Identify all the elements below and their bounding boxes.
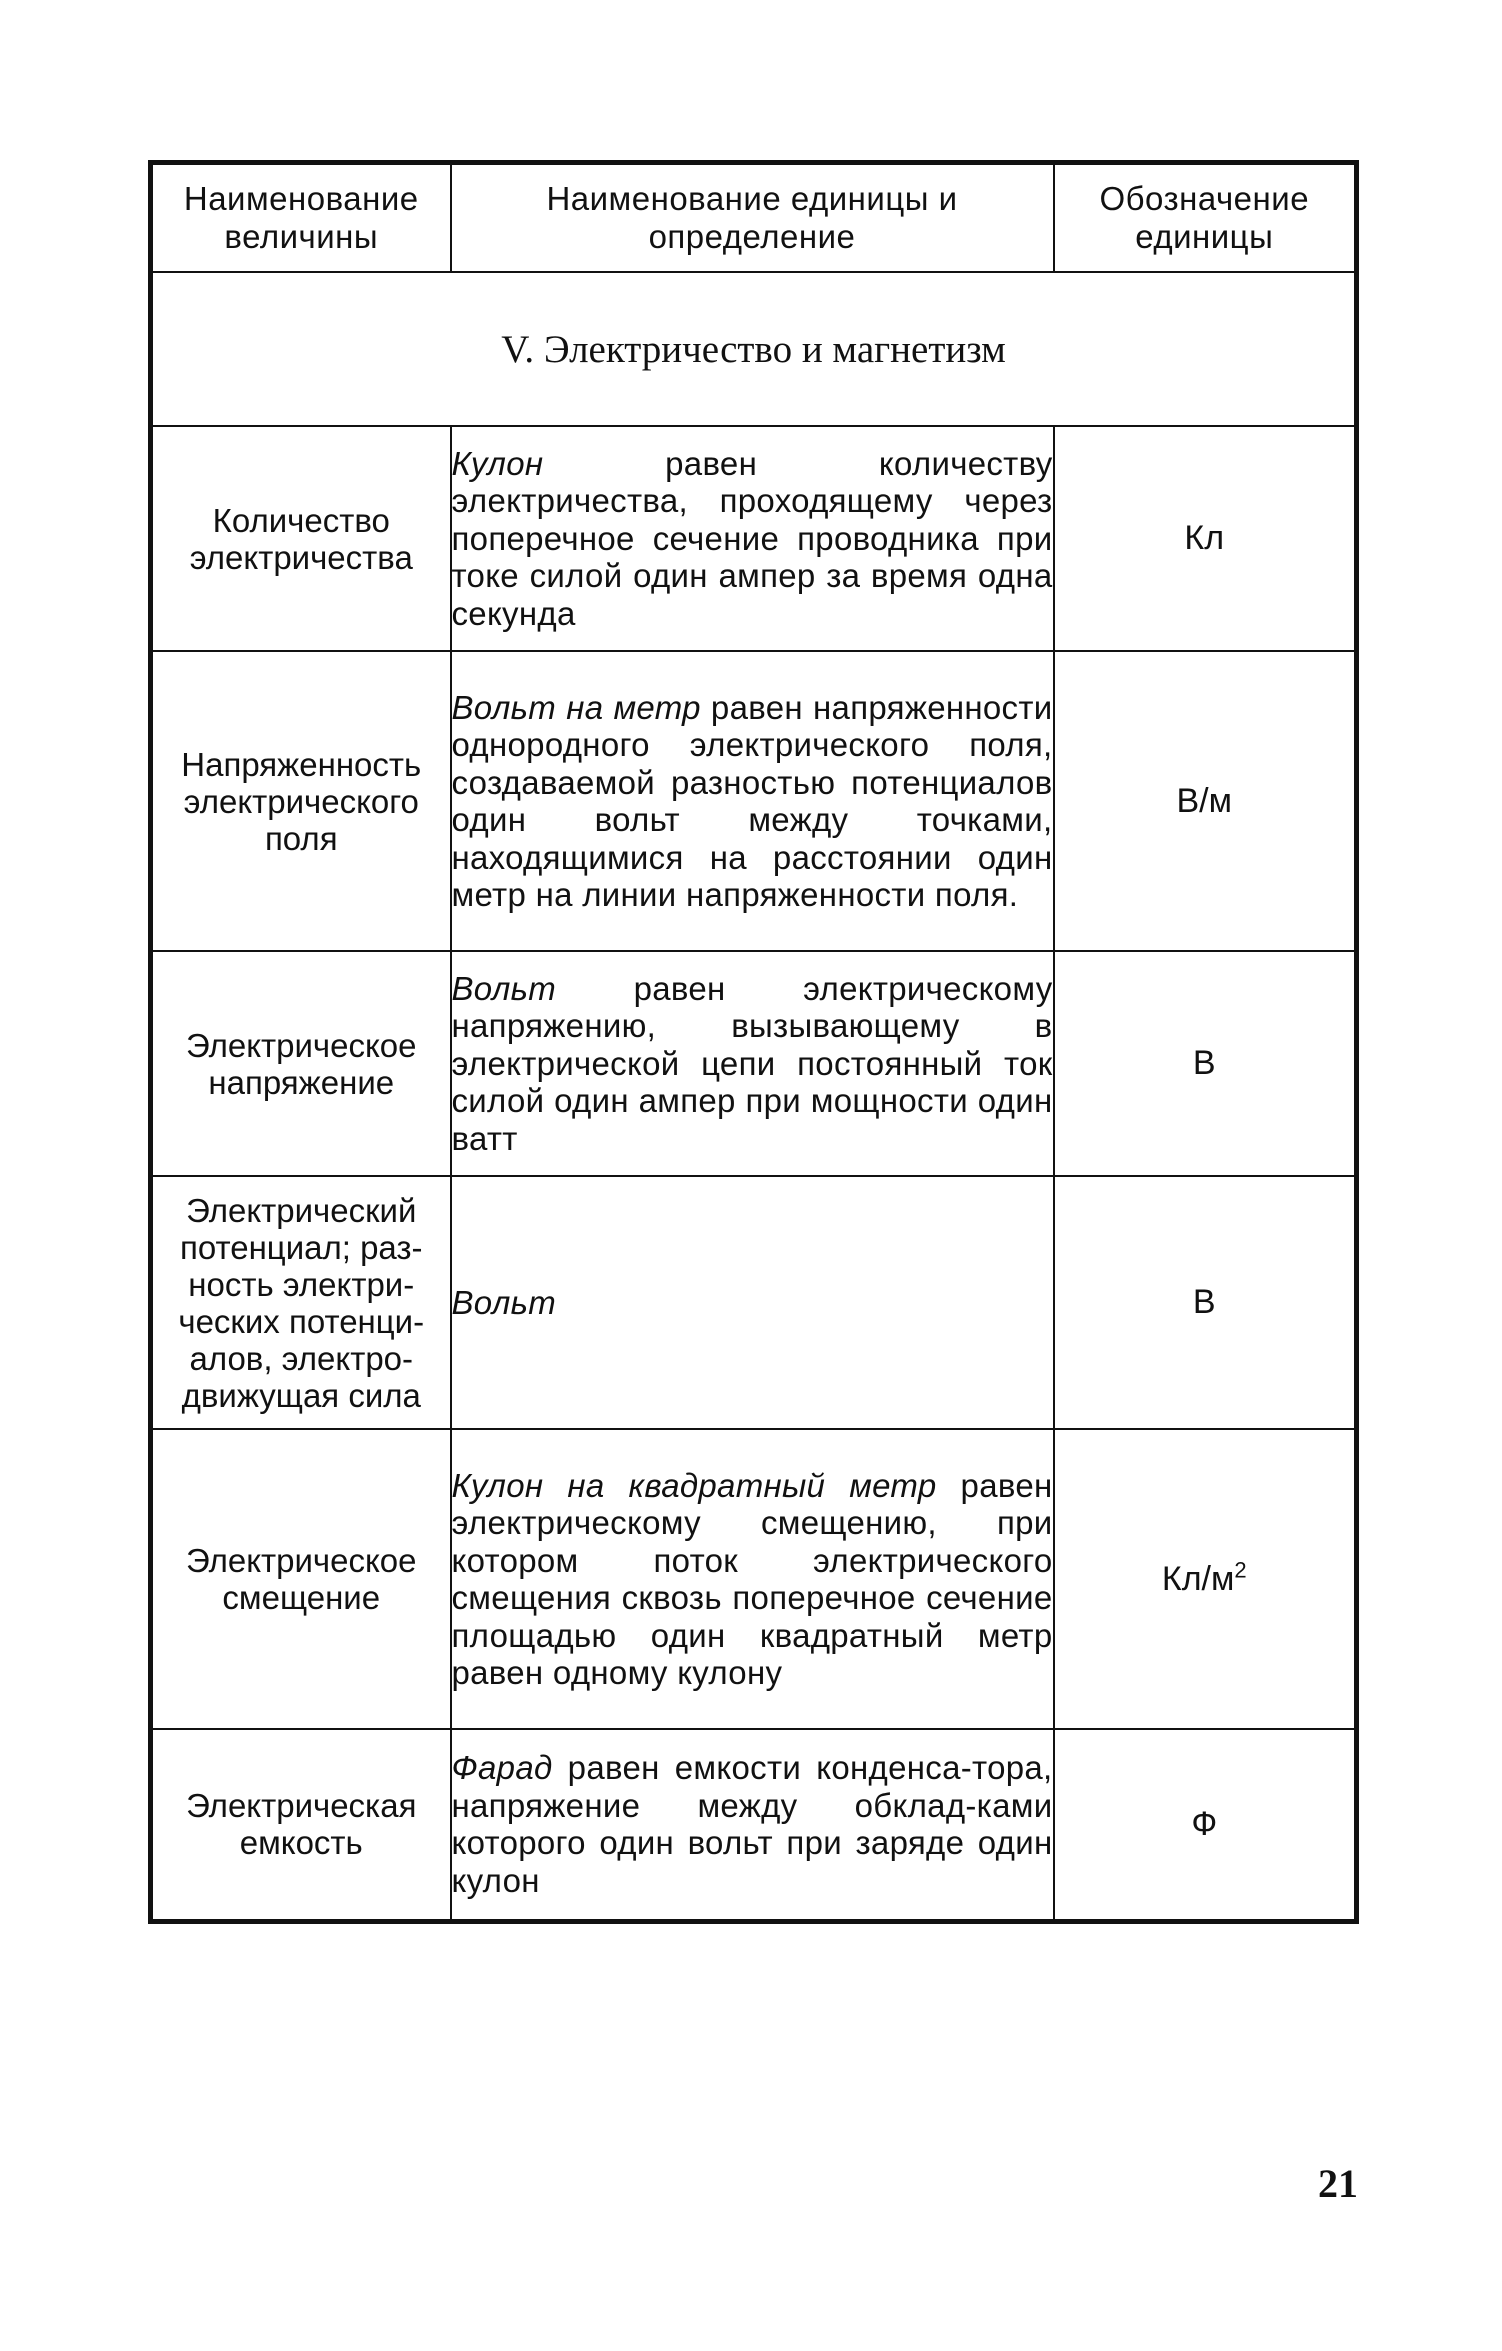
header-unit-definition: Наименование единицы и определение	[451, 163, 1054, 273]
definition-text: равен емкости конденса-тора, напряжение между обклад-ками которого один вольт при заряде один кулон	[451, 1749, 1053, 1899]
definition-text: равен количеству электричества, проходящему через поперечное сечение проводника при токе силой один ампер за время одна секунда	[451, 444, 1053, 632]
definition-text: равен электрическому смещению, при котором поток электрического смещения сквозь поперечное сечение площадью один квадратный метр равен одному кулону	[451, 1466, 1053, 1691]
quantity-name: Электрический потенциал; раз-ность электри-ческих потенци-алов, электро-движущая сила	[151, 1176, 451, 1429]
section-title: V. Электричество и магнетизм	[151, 272, 1357, 426]
table-row	[151, 651, 1357, 951]
symbol-text: В	[1192, 1283, 1216, 1321]
page-number: 21	[1318, 2161, 1358, 2206]
quantity-name: Количество электричества	[151, 426, 451, 651]
unit-name: Вольт на метр	[451, 688, 701, 726]
table-row	[151, 951, 1357, 1176]
definition-text: равен электрическому напряжению, вызывающему в электрической цепи постоянный ток силой один ампер при мощности один ватт	[451, 969, 1053, 1157]
quantity-name: Электрическая емкость	[151, 1729, 451, 1921]
table-row	[151, 426, 1357, 651]
header-symbol: Обозначение единицы	[1054, 163, 1357, 273]
symbol-exponent: 2	[1234, 1557, 1247, 1583]
table-header-row	[151, 163, 1357, 273]
unit-name: Вольт	[451, 969, 557, 1007]
unit-definition	[451, 1729, 1054, 1921]
quantity-name: Электрическое напряжение	[151, 951, 451, 1176]
table-row	[151, 1729, 1357, 1921]
symbol-text: В/м	[1176, 781, 1232, 820]
unit-definition	[451, 651, 1054, 951]
unit-symbol	[1054, 651, 1357, 951]
symbol-text: Ф	[1191, 1804, 1218, 1843]
table-row	[151, 1429, 1357, 1729]
quantity-name: Электрическое смещение	[151, 1429, 451, 1729]
section-row	[151, 272, 1357, 426]
symbol-text: Кл/м	[1161, 1559, 1235, 1598]
unit-definition	[451, 951, 1054, 1176]
unit-symbol	[1054, 1176, 1357, 1429]
symbol-text: Кл	[1184, 519, 1225, 557]
unit-definition	[451, 1176, 1054, 1429]
unit-symbol	[1054, 1729, 1357, 1921]
unit-name: Кулон	[451, 444, 544, 482]
unit-name: Фарад	[451, 1749, 553, 1787]
unit-name: Кулон на квадратный метр	[451, 1466, 937, 1504]
header-quantity: Наименование величины	[151, 163, 451, 273]
table-row	[151, 1176, 1357, 1429]
symbol-text: В	[1192, 1044, 1216, 1082]
unit-symbol	[1054, 1429, 1357, 1729]
unit-symbol	[1054, 426, 1357, 651]
unit-definition	[451, 1429, 1054, 1729]
quantity-name: Напряженность электрического поля	[151, 651, 451, 951]
unit-definition	[451, 426, 1054, 651]
definition-text: равен напряженности однородного электрического поля, создаваемой разностью потенциалов один вольт между точками, находящимися на расстоянии один метр на линии напряженности поля.	[451, 688, 1053, 913]
unit-symbol	[1054, 951, 1357, 1176]
units-table	[148, 160, 1359, 1924]
unit-name: Вольт	[451, 1283, 557, 1321]
